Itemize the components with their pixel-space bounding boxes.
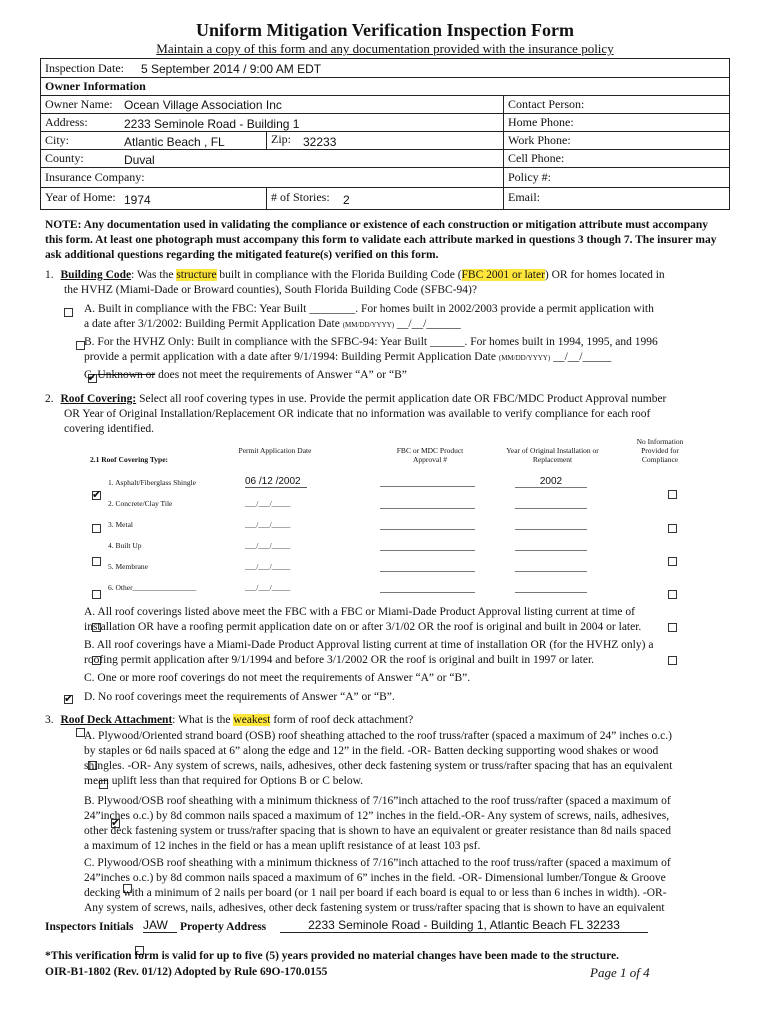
roof-type-1-fbc[interactable]: [380, 476, 475, 487]
roof-type-4-label: 4. Built Up: [108, 541, 142, 550]
q3-option-a-line2: by staples or 6d nails spaced at 6” along the edge and 12” in the field. -OR- Batten decking supporting wood shakes or wood: [84, 745, 659, 757]
owner-name-value[interactable]: Ocean Village Association Inc: [124, 98, 282, 112]
roof-type-1-no-info-checkbox[interactable]: [668, 490, 677, 499]
stories-value[interactable]: 2: [343, 193, 350, 207]
zip-label: Zip:: [271, 132, 291, 146]
email-label: Email:: [508, 190, 540, 204]
col-roof-covering-type: 2.1 Roof Covering Type:: [90, 455, 169, 464]
year-of-home-value[interactable]: 1974: [124, 193, 151, 207]
form-title: Uniform Mitigation Verification Inspection Form: [196, 20, 574, 40]
inspection-date-label: Inspection Date:: [45, 61, 124, 75]
q3-option-c-line1: C. Plywood/OSB roof sheathing with a minimum thickness of 7/16”inch attached to the roof truss/rafter (spaced a maximum of: [84, 857, 671, 869]
roof-type-4-year[interactable]: [515, 540, 587, 551]
city-value[interactable]: Atlantic Beach , FL: [124, 135, 225, 149]
roof-type-3-permit[interactable]: ___/___/_____: [245, 520, 291, 529]
roof-type-5-year[interactable]: [515, 561, 587, 572]
q3-option-b-line2: 24”inches o.c.) by 8d common nails spaced a maximum of 12” inches in the field.-OR- Any system of screws, nails, adhesives,: [84, 810, 670, 822]
county-label: County:: [45, 151, 84, 165]
work-phone-label: Work Phone:: [508, 133, 571, 147]
roof-type-1-permit[interactable]: 06 /12 /2002: [245, 476, 307, 488]
insurance-company-label: Insurance Company:: [45, 170, 145, 184]
col-no-information: No Information Provided for Compliance: [636, 437, 684, 464]
city-label: City:: [45, 133, 70, 147]
roof-type-2-label: 2. Concrete/Clay Tile: [108, 499, 173, 508]
cell-phone-label: Cell Phone:: [508, 151, 565, 165]
contact-person-label: Contact Person:: [508, 97, 585, 111]
q1-option-a-line2: a date after 3/1/2002: Building Permit Application Date (MM/DD/YYYY) __/__/______: [84, 318, 461, 330]
q3-option-a-line1: A. Plywood/Oriented strand board (OSB) roof sheathing attached to the roof truss/rafter (spaced a maximum of 24” inches o.c.): [84, 730, 672, 742]
home-phone-label: Home Phone:: [508, 115, 574, 129]
owner-info-table: [40, 58, 730, 210]
roof-type-4-permit[interactable]: ___/___/_____: [245, 541, 291, 550]
roof-type-2-fbc[interactable]: [380, 498, 475, 509]
q1-option-a-checkbox[interactable]: [64, 308, 73, 317]
roof-type-6-label: 6. Other_________________: [108, 583, 197, 592]
roof-type-5-no-info-checkbox[interactable]: [668, 623, 677, 632]
roof-type-5-permit[interactable]: ___/___/_____: [245, 562, 291, 571]
col-year-installation: Year of Original Installation or Replacement: [506, 446, 599, 464]
col-permit-date: Permit Application Date: [238, 446, 312, 455]
inspector-initials-label: Inspectors Initials: [45, 921, 134, 933]
roof-type-4-checkbox[interactable]: [92, 590, 101, 599]
q2-line3: covering identified.: [64, 423, 155, 435]
roof-type-1-year[interactable]: 2002: [515, 476, 587, 488]
col-fbc-mdc: FBC or MDC Product Approval #: [396, 446, 464, 464]
q2-option-c-line: C. One or more roof coverings do not meet the requirements of Answer “A” or “B”.: [84, 672, 471, 684]
q3-option-b-line1: B. Plywood/OSB roof sheathing with a minimum thickness of 7/16”inch attached to the roof truss/rafter (spaced a maximum of: [84, 795, 671, 807]
roof-type-4-no-info-checkbox[interactable]: [668, 590, 677, 599]
q3-heading: 3. Roof Deck Attachment: What is the weakest form of roof deck attachment?: [45, 714, 414, 726]
q2-heading: 2. Roof Covering: Select all roof covering types in use. Provide the permit application date OR FBC/MDC Product Approval number: [45, 393, 667, 405]
q1-option-b-line1: B. For the HVHZ Only: Built in compliance with the SFBC-94: Year Built ______. For homes built in 1994, 1995, and 1996: [84, 336, 658, 348]
q2-option-a-checkbox[interactable]: [64, 695, 73, 704]
owner-info-heading: Owner Information: [45, 79, 146, 93]
q2-option-a-line1: A. All roof coverings listed above meet the FBC with a FBC or Miami-Dade Product Approval listing current at time of: [84, 606, 635, 618]
roof-type-6-no-info-checkbox[interactable]: [668, 656, 677, 665]
roof-type-1-label: 1. Asphalt/Fiberglass Shingle: [108, 478, 196, 487]
form-subtitle: Maintain a copy of this form and any documentation provided with the insurance policy: [156, 41, 614, 56]
page-number: Page 1 of 4: [590, 965, 650, 980]
inspection-date-value[interactable]: 5 September 2014 / 9:00 AM EDT: [141, 62, 322, 76]
address-label: Address:: [45, 115, 88, 129]
form-identifier: OIR-B1-1802 (Rev. 01/12) Adopted by Rule 69O-170.0155: [45, 966, 328, 978]
q3-option-c-line2: 24”inches o.c.) by 8d common nails spaced a maximum of 6” inches in the field. -OR- Dimensional lumber/Tongue & Groove: [84, 872, 666, 884]
roof-type-6-permit[interactable]: ___/___/_____: [245, 583, 291, 592]
year-of-home-label: Year of Home:: [45, 190, 116, 204]
roof-type-3-year[interactable]: [515, 519, 587, 530]
validity-note: *This verification form is valid for up to five (5) years provided no material changes have been made to the structure.: [45, 950, 619, 962]
owner-name-label: Owner Name:: [45, 97, 113, 111]
zip-value[interactable]: 32233: [303, 135, 337, 149]
q3-option-c-line4: Any system of screws, nails, adhesives, other deck fastening system or truss/rafter spacing that is shown to have an equivalent: [84, 902, 665, 914]
q2-line2: OR Year of Original Installation/Replacement OR indicate that no information was available to verify compliance for each roof: [64, 408, 651, 420]
county-value[interactable]: Duval: [124, 153, 155, 167]
property-address-label: Property Address: [180, 921, 267, 933]
q1-line2: the HVHZ (Miami-Dade or Broward counties), South Florida Building Code (SFBC-94)?: [64, 284, 477, 296]
property-address-value[interactable]: 2233 Seminole Road - Building 1, Atlantic Beach FL 32233: [280, 918, 648, 933]
roof-type-2-year[interactable]: [515, 498, 587, 509]
roof-type-2-no-info-checkbox[interactable]: [668, 524, 677, 533]
documentation-note: NOTE: Any documentation used in validating the compliance or existence of each construction or mitigation attribute must accompany this form. At least one photograph must accompany this form to validate each attribute marked in questions 3 though 7. The insurer may ask additional questions regarding the mitigated feature(s) verified on this form.: [45, 219, 717, 261]
roof-type-5-fbc[interactable]: [380, 561, 475, 572]
q3-option-b-line3: other deck fastening system or truss/rafter spacing that is shown to have an equivalent or greater resistance than 8d nails spaced: [84, 825, 671, 837]
q1-option-b-line2: provide a permit application with a date after 9/1/1994: Building Permit Application Date (MM/DD/YYYY) __/__/_____: [84, 351, 612, 363]
roof-type-3-checkbox[interactable]: [92, 557, 101, 566]
q2-option-b-line2: roofing permit application after 9/1/1994 and before 3/1/2002 OR the roof is original and built in 1997 or later.: [84, 654, 595, 666]
q2-option-d-line: D. No roof coverings meet the requirements of Answer “A” or “B”.: [84, 691, 395, 703]
q2-option-a-line2: installation OR have a roofing permit application date on or after 3/1/02 OR the roof is original and built in 2004 or later.: [84, 621, 642, 633]
policy-number-label: Policy #:: [508, 170, 552, 184]
roof-type-3-label: 3. Metal: [108, 520, 133, 529]
roof-type-2-permit[interactable]: ___/___/_____: [245, 499, 291, 508]
q3-option-a-line3: shingles. -OR- Any system of screws, nails, adhesives, other deck fastening system or truss/rafter spacing that has an equivalent: [84, 760, 673, 772]
roof-type-6-year[interactable]: [515, 582, 587, 593]
q1-option-a-line1: A. Built in compliance with the FBC: Year Built ________. For homes built in 2002/2003 provide a permit application with: [84, 303, 654, 315]
roof-type-6-fbc[interactable]: [380, 582, 475, 593]
q1-option-c-line: C. Unknown or does not meet the requirements of Answer “A” or “B”: [84, 369, 407, 381]
q1-heading: 1. Building Code: Was the structure built in compliance with the Florida Building Code (FBC 2001 or later) OR for homes located in: [45, 269, 665, 281]
roof-type-4-fbc[interactable]: [380, 540, 475, 551]
q2-option-b-line1: B. All roof coverings have a Miami-Dade Product Approval listing current at time of installation OR (for the HVHZ only) a: [84, 639, 654, 651]
q3-option-a-line4: mean uplift less than that required for Options B or C below.: [84, 775, 364, 787]
q3-option-c-line3: decking with a minimum of 2 nails per board (or 1 nail per board if each board is equal to or less than 6 inches in width). -OR-: [84, 887, 667, 899]
stories-label: # of Stories:: [271, 190, 330, 204]
address-value[interactable]: 2233 Seminole Road - Building 1: [124, 117, 300, 131]
inspector-initials-value[interactable]: JAW: [143, 918, 177, 933]
roof-type-5-label: 5. Membrane: [108, 562, 148, 571]
roof-type-2-checkbox[interactable]: [92, 524, 101, 533]
q3-option-b-line4: a maximum of 12 inches in the field or has a mean uplift resistance of at least 103 psf.: [84, 840, 481, 852]
roof-type-3-fbc[interactable]: [380, 519, 475, 530]
roof-type-3-no-info-checkbox[interactable]: [668, 557, 677, 566]
roof-type-1-checkbox[interactable]: [92, 491, 101, 500]
